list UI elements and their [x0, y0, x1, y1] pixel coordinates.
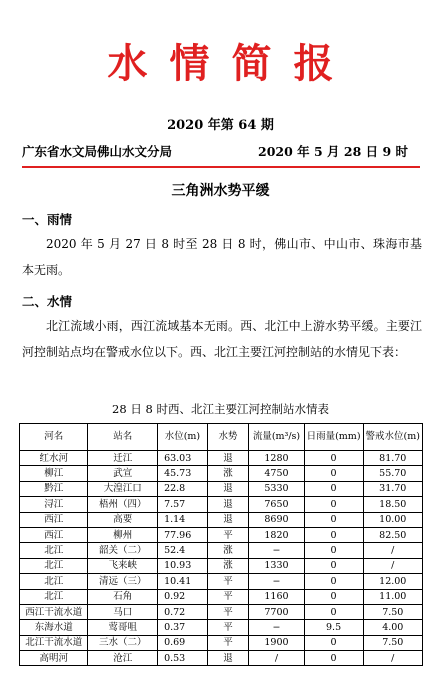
cell-warning: /: [363, 543, 422, 558]
cell-flow: 1280: [249, 451, 304, 466]
cell-flow: 7700: [249, 604, 304, 619]
cell-rainfall: 0: [304, 651, 363, 666]
cell-trend: 涨: [207, 558, 249, 573]
table-body: [20, 451, 423, 666]
cell-level: 0.37: [158, 620, 208, 635]
cell-trend: 退: [207, 451, 249, 466]
cell-rainfall: 0: [304, 466, 363, 481]
cell-warning: 55.70: [363, 466, 422, 481]
cell-trend: 退: [207, 512, 249, 527]
cell-station: 沧江: [88, 651, 158, 666]
col-header-warning: 警戒水位(m): [363, 424, 422, 451]
cell-warning: 7.50: [363, 604, 422, 619]
cell-rainfall: 0: [304, 527, 363, 542]
cell-level: 22.8: [158, 481, 208, 496]
cell-station: 韶关（二）: [88, 543, 158, 558]
cell-warning: /: [363, 558, 422, 573]
cell-river: 北江: [20, 558, 88, 573]
cell-rainfall: 0: [304, 543, 363, 558]
table-row: [20, 604, 423, 619]
cell-river: 西江: [20, 512, 88, 527]
cell-rainfall: 9.5: [304, 620, 363, 635]
cell-trend: 退: [207, 651, 249, 666]
cell-level: 52.4: [158, 543, 208, 558]
section-water-heading: 二、水情: [22, 294, 73, 309]
cell-station: 马口: [88, 604, 158, 619]
cell-trend: 平: [207, 620, 249, 635]
table-row: [20, 481, 423, 496]
cell-level: 45.73: [158, 466, 208, 481]
cell-flow: 1330: [249, 558, 304, 573]
col-header-river: 河名: [20, 424, 88, 451]
cell-warning: 82.50: [363, 527, 422, 542]
cell-station: 高要: [88, 512, 158, 527]
table-row: [20, 451, 423, 466]
cell-warning: 11.00: [363, 589, 422, 604]
cell-river: 北江: [20, 574, 88, 589]
cell-river: 东海水道: [20, 620, 88, 635]
cell-warning: 81.70: [363, 451, 422, 466]
cell-river: 柳江: [20, 466, 88, 481]
publish-datetime: 2020 年 5 月 28 日 9 时: [258, 144, 409, 159]
cell-station: 飞来峡: [88, 558, 158, 573]
cell-warning: 18.50: [363, 497, 422, 512]
cell-trend: 涨: [207, 543, 249, 558]
cell-rainfall: 0: [304, 558, 363, 573]
col-header-level: 水位(m): [158, 424, 208, 451]
cell-rainfall: 0: [304, 635, 363, 650]
section-rain-heading: 一、雨情: [22, 212, 73, 227]
table-row: [20, 635, 423, 650]
header-rule: [22, 166, 420, 168]
cell-rainfall: 0: [304, 497, 363, 512]
cell-level: 10.93: [158, 558, 208, 573]
cell-level: 0.72: [158, 604, 208, 619]
cell-station: 石角: [88, 589, 158, 604]
cell-rainfall: 0: [304, 451, 363, 466]
cell-flow: /: [249, 651, 304, 666]
cell-flow: −: [249, 543, 304, 558]
issue-number: 2020 年第 64 期: [167, 118, 274, 133]
cell-rainfall: 0: [304, 481, 363, 496]
cell-warning: /: [363, 651, 422, 666]
cell-river: 北江: [20, 543, 88, 558]
cell-rainfall: 0: [304, 604, 363, 619]
table-row: [20, 589, 423, 604]
table-row: [20, 527, 423, 542]
table-row: [20, 620, 423, 635]
cell-flow: 1900: [249, 635, 304, 650]
cell-warning: 12.00: [363, 574, 422, 589]
cell-level: 63.03: [158, 451, 208, 466]
cell-river: 西江: [20, 527, 88, 542]
cell-trend: 退: [207, 481, 249, 496]
publisher: 广东省水文局佛山水文分局: [22, 144, 173, 159]
table-row: [20, 543, 423, 558]
table-caption: 28 日 8 时西、北江主要江河控制站水情表: [112, 402, 329, 416]
table-row: [20, 558, 423, 573]
cell-river: 西江干流水道: [20, 604, 88, 619]
cell-flow: −: [249, 574, 304, 589]
cell-trend: 平: [207, 604, 249, 619]
cell-station: 大湟江口: [88, 481, 158, 496]
cell-flow: 8690: [249, 512, 304, 527]
cell-station: 武宣: [88, 466, 158, 481]
cell-warning: 4.00: [363, 620, 422, 635]
cell-rainfall: 0: [304, 512, 363, 527]
cell-station: 清远（三）: [88, 574, 158, 589]
headline: 三角洲水势平缓: [171, 183, 270, 199]
table-header-row: [20, 424, 423, 451]
cell-trend: 平: [207, 574, 249, 589]
table-row: [20, 466, 423, 481]
cell-flow: 7650: [249, 497, 304, 512]
cell-flow: 1820: [249, 527, 304, 542]
cell-warning: 31.70: [363, 481, 422, 496]
cell-trend: 平: [207, 589, 249, 604]
cell-level: 0.69: [158, 635, 208, 650]
water-level-table: [19, 423, 423, 666]
cell-station: 柳州: [88, 527, 158, 542]
cell-rainfall: 0: [304, 589, 363, 604]
cell-trend: 涨: [207, 466, 249, 481]
cell-flow: 5330: [249, 481, 304, 496]
cell-warning: 7.50: [363, 635, 422, 650]
section-rain-text: 2020 年 5 月 27 日 8 时至 28 日 8 时，佛山市、中山市、珠海市基本无雨。: [22, 237, 422, 277]
col-header-station: 站名: [88, 424, 158, 451]
cell-level: 77.96: [158, 527, 208, 542]
table-row: [20, 574, 423, 589]
cell-trend: 平: [207, 527, 249, 542]
cell-level: 10.41: [158, 574, 208, 589]
cell-level: 7.57: [158, 497, 208, 512]
col-header-trend: 水势: [207, 424, 249, 451]
table-row: [20, 651, 423, 666]
section-water-text: 北江流域小雨，西江流域基本无雨。西、北江中上游水势平缓。主要江河控制站点均在警戒水位以下。西、北江主要江河控制站的水情见下表：: [22, 319, 422, 359]
table-row: [20, 512, 423, 527]
cell-warning: 10.00: [363, 512, 422, 527]
cell-station: 莺哥咀: [88, 620, 158, 635]
cell-trend: 退: [207, 497, 249, 512]
cell-rainfall: 0: [304, 574, 363, 589]
cell-station: 迁江: [88, 451, 158, 466]
masthead-title: 水情简报: [107, 40, 356, 87]
cell-trend: 平: [207, 635, 249, 650]
cell-river: 浔江: [20, 497, 88, 512]
table-row: [20, 497, 423, 512]
cell-flow: −: [249, 620, 304, 635]
col-header-flow: 流量(m³/s): [249, 424, 304, 451]
cell-level: 0.53: [158, 651, 208, 666]
cell-station: 梧州（四）: [88, 497, 158, 512]
cell-river: 黔江: [20, 481, 88, 496]
cell-level: 0.92: [158, 589, 208, 604]
cell-flow: 1160: [249, 589, 304, 604]
cell-river: 北江: [20, 589, 88, 604]
cell-station: 三水（二）: [88, 635, 158, 650]
cell-river: 北江干流水道: [20, 635, 88, 650]
cell-level: 1.14: [158, 512, 208, 527]
cell-flow: 4750: [249, 466, 304, 481]
cell-river: 红水河: [20, 451, 88, 466]
col-header-rainfall: 日雨量(mm): [304, 424, 363, 451]
cell-river: 高明河: [20, 651, 88, 666]
